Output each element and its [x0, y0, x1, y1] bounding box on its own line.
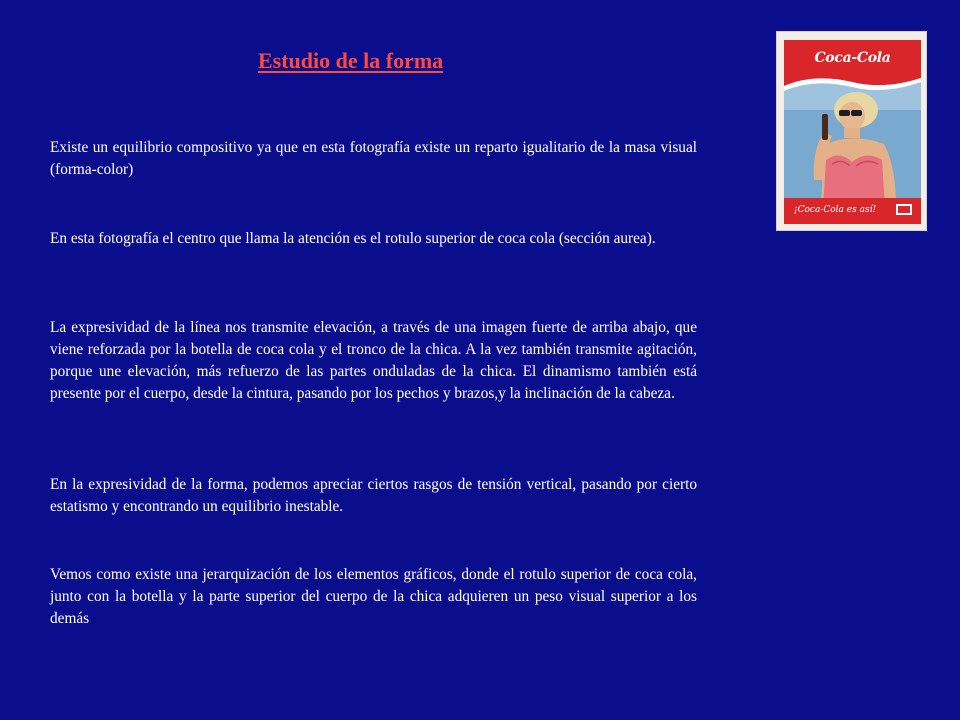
paragraph-expresividad-forma: En la expresividad de la forma, podemos apreciar ciertos rasgos de tensión vertical, pasando por cierto estatismo y encontrando un equilibrio inestable.: [50, 476, 697, 515]
coca-cola-poster-image: [776, 31, 927, 231]
paragraph-jerarquizacion: Vemos como existe una jerarquización de los elementos gráficos, donde el rotulo superior de coca cola, junto con la botella y la parte superior del cuerpo de la chica adquieren un peso visual superior a los demás: [50, 566, 697, 627]
poster-illustration: [784, 40, 921, 224]
coca-cola-logo: Coca-Cola: [814, 50, 891, 66]
paragraph-centro-atencion: En esta fotografía el centro que llama la atención es el rotulo superior de coca cola (sección aurea).: [50, 230, 656, 247]
paragraph-equilibrio: Existe un equilibrio compositivo ya que en esta fotografía existe un reparto igualitario de la masa visual (forma-color): [50, 139, 697, 178]
poster-tagline: ¡Coca-Cola es así!: [794, 205, 877, 215]
slide-title: Estudio de la forma: [258, 48, 444, 73]
poster-artwork: [784, 40, 921, 224]
paragraph-expresividad-linea: La expresividad de la línea nos transmite elevación, a través de una imagen fuerte de arriba abajo, que viene reforzada por la botella de coca cola y el tronco de la chica. A la vez también transmite agitación, porque une elevación, más refuerzo de las partes onduladas de la chica. El dinamismo también está presente por el cuerpo, desde la cintura, pasando por los pechos y brazos,y la inclinación de la cabeza.: [50, 319, 697, 402]
